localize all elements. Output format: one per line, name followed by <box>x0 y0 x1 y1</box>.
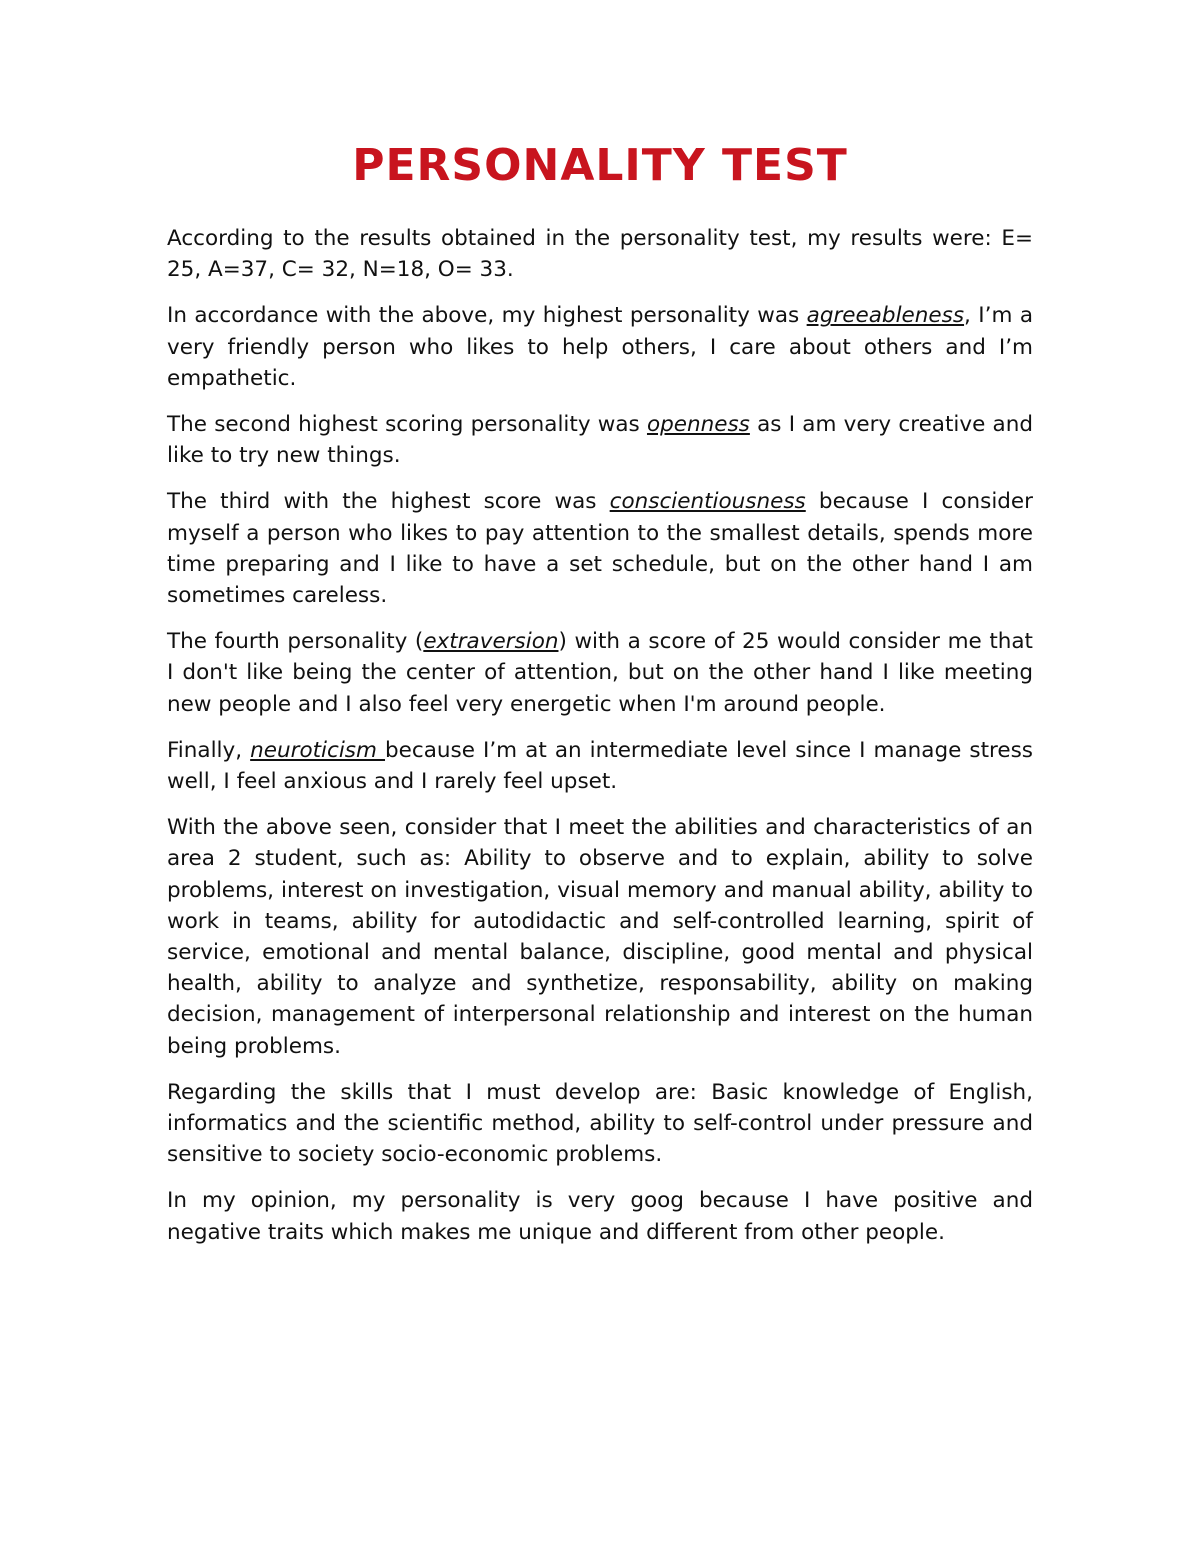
paragraph-opinion <box>167 1185 1033 1247</box>
paragraph-neuroticism <box>167 735 1033 797</box>
paragraph-agreeableness-rest: , I’m a very friendly person who likes to help others, I care about others and I’m empathetic. <box>167 303 1034 391</box>
trait-agreeableness: agreeableness <box>806 303 965 329</box>
paragraph-agreeableness-intro: In accordance with the above, my highest personality was <box>167 303 807 329</box>
paragraph-abilities-text: With the above seen, consider that I meet the abilities and characteristics of an area 2 student, such as: Ability to observe and to explain, ability to solve problems, interest on investigation, visual memory and manual ability, ability to work in teams, ability for autodidactic and self-controlled learning, spirit of service, emotional and mental balance, discipline, good mental and physical health, ability to analyze and synthetize, responsability, ability on making decision, management of interpersonal relationship and interest on the human being problems. <box>167 815 1033 1059</box>
paragraph-conscientiousness-rest: because I consider myself a person who likes to pay attention to the smallest details, spends more time preparing and I like to have a set schedule, but on the other hand I am sometimes careless. <box>167 489 1034 609</box>
paragraph-agreeableness <box>167 300 1033 394</box>
paragraph-neuroticism-intro: Finally, <box>167 737 251 763</box>
paragraph-conscientiousness <box>167 486 1033 611</box>
paragraph-openness-rest: as I am very creative and like to try new things. <box>167 412 1033 469</box>
paragraph-skills-text: Regarding the skills that I must develop are: Basic knowledge of English, informatics and the scientific method, ability to self-control under pressure and sensitive to society socio-economic problems. <box>167 1079 1033 1168</box>
paragraph-results <box>167 223 1033 285</box>
trait-conscientiousness: conscientiousness <box>609 489 806 515</box>
document-title: PERSONALITY TEST <box>352 140 848 191</box>
paragraph-conscientiousness-intro: The third with the highest score was <box>167 489 610 515</box>
paragraph-openness-intro: The second highest scoring personality was <box>167 412 647 438</box>
paragraph-neuroticism-rest: because I’m at an intermediate level since I manage stress well, I feel anxious and I rarely feel upset. <box>167 737 1034 795</box>
paragraph-openness <box>167 409 1033 471</box>
trait-extraversion: extraversion <box>423 629 559 655</box>
paragraph-extraversion-intro: The fourth personality ( <box>167 629 424 655</box>
document-body <box>167 223 1033 1263</box>
paragraph-results-text: According to the results obtained in the personality test, my results were: E= 25, A=37, C= 32, N=18, O= 33. <box>167 226 1033 283</box>
paragraph-abilities <box>167 812 1033 1062</box>
trait-openness: openness <box>646 412 750 438</box>
paragraph-extraversion <box>167 626 1033 720</box>
paragraph-opinion-text: In my opinion, my personality is very goog because I have positive and negative traits which makes me unique and different from other people. <box>167 1188 1033 1245</box>
paragraph-extraversion-rest: ) with a score of 25 would consider me that I don't like being the center of attention, but on the other hand I like meeting new people and I also feel very energetic when I'm around people. <box>167 629 1033 717</box>
paragraph-skills <box>167 1077 1033 1171</box>
trait-neuroticism: neuroticism <box>250 737 386 763</box>
